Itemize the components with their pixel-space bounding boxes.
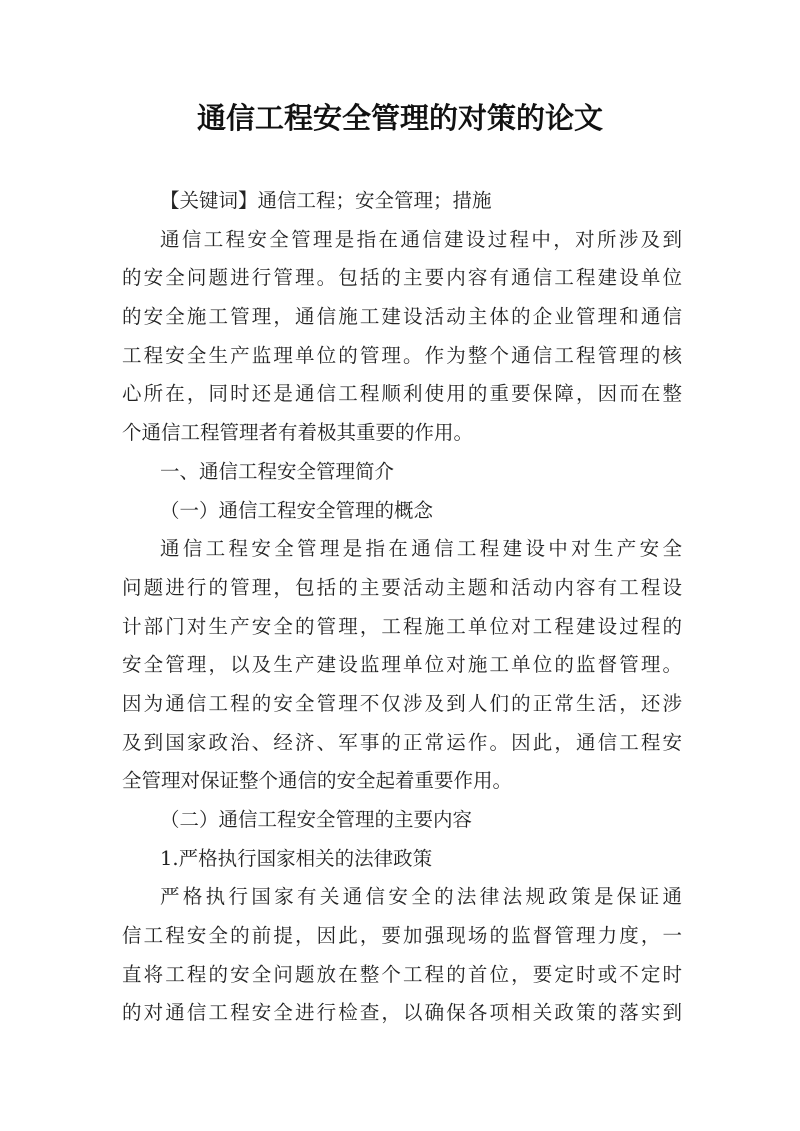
subsection-heading: （二）通信工程安全管理的主要内容 bbox=[160, 808, 473, 831]
paragraph-line: 个通信工程管理者有着极其重要的作用。 bbox=[122, 421, 474, 445]
section-heading: 一、通信工程安全管理简介 bbox=[160, 459, 395, 483]
paragraph-line: 通信工程安全管理是指在通信工程建设中对生产安全 bbox=[160, 537, 682, 561]
paragraph-line: 的安全问题进行管理。包括的主要内容有通信工程建设单位 bbox=[122, 266, 682, 290]
paragraph-line: 严格执行国家有关通信安全的法律法规政策是保证通 bbox=[160, 885, 682, 909]
paragraph-line: 问题进行的管理，包括的主要活动主题和活动内容有工程设 bbox=[122, 575, 682, 599]
keywords-line: 【关键词】通信工程；安全管理；措施 bbox=[160, 189, 492, 212]
paragraph-line: 计部门对生产安全的管理，工程施工单位对工程建设过程的 bbox=[122, 614, 682, 638]
paragraph-line: 的安全施工管理，通信施工建设活动主体的企业管理和通信 bbox=[122, 305, 682, 329]
paragraph-line: 的对通信工程安全进行检查，以确保各项相关政策的落实到 bbox=[122, 1001, 682, 1025]
document-body bbox=[122, 182, 682, 1033]
paragraph-line: 及到国家政治、经济、军事的正常运作。因此，通信工程安 bbox=[122, 730, 682, 754]
paragraph-line: 通信工程安全管理是指在通信建设过程中，对所涉及到 bbox=[160, 227, 682, 251]
document-title: 通信工程安全管理的对策的论文 bbox=[196, 101, 603, 135]
numbered-heading: 1.严格执行国家相关的法律政策 bbox=[160, 846, 433, 870]
subsection-heading: （一）通信工程安全管理的概念 bbox=[160, 498, 434, 522]
paragraph-line: 安全管理，以及生产建设监理单位对施工单位的监督管理。 bbox=[122, 653, 682, 677]
paragraph-line: 工程安全生产监理单位的管理。作为整个通信工程管理的核 bbox=[122, 343, 682, 367]
paragraph-line: 信工程安全的前提，因此，要加强现场的监督管理力度，一 bbox=[122, 924, 682, 948]
paragraph-line: 心所在，同时还是通信工程顺利使用的重要保障，因而在整 bbox=[122, 382, 682, 406]
paragraph-line: 全管理对保证整个通信的安全起着重要作用。 bbox=[122, 769, 513, 793]
paragraph-line: 直将工程的安全问题放在整个工程的首位，要定时或不定时 bbox=[122, 962, 682, 986]
paragraph-line: 因为通信工程的安全管理不仅涉及到人们的正常生活，还涉 bbox=[122, 691, 682, 715]
